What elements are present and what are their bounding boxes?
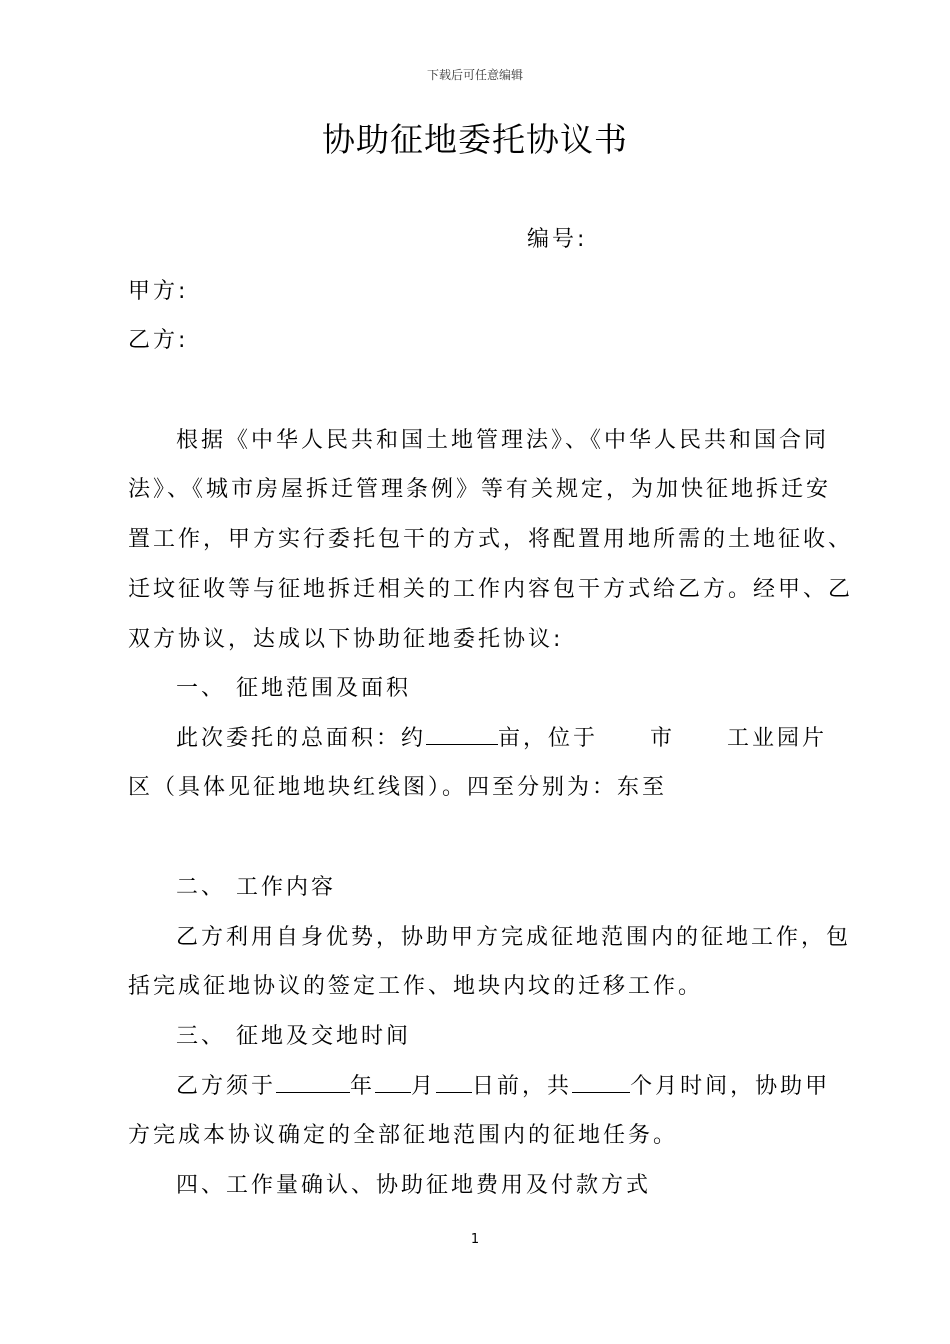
section-3-line-1 [176, 1069, 830, 1100]
section-3-heading: 三、 征地及交地时间 [176, 1024, 411, 1049]
section-2-line-2: 括完成征地协议的签定工作、地块内坟的迁移工作。 [128, 974, 704, 999]
month-blank [375, 1072, 411, 1093]
location-label: 亩，位于 [498, 726, 599, 751]
intro-line-3: 置工作，甲方实行委托包干的方式，将配置用地所需的土地征收、 [128, 527, 854, 552]
document-title: 协助征地委托协议书 [322, 120, 628, 159]
total-area-label: 此次委托的总面积：约 [176, 726, 427, 751]
year-label: 年 [350, 1074, 376, 1099]
page-number: 1 [470, 1232, 480, 1247]
city-label: 市 [650, 726, 676, 751]
party-a-label: 甲方: [128, 279, 189, 304]
intro-line-2: 法》、《城市房屋拆迁管理条例》等有关规定，为加快征地拆迁安 [128, 477, 832, 502]
section-1-line-1 [176, 721, 827, 752]
area-blank [426, 724, 498, 745]
intro-line-5: 双方协议，达成以下协助征地委托协议: [128, 627, 564, 652]
section-1-heading: 一、 征地范围及面积 [176, 676, 411, 701]
day-label: 日前，共 [472, 1074, 573, 1099]
intro-line-4: 迁坟征收等与征地拆迁相关的工作内容包干方式给乙方。经甲、乙 [128, 577, 854, 602]
section-2-line-1: 乙方利用自身优势，协助甲方完成征地范围内的征地工作，包 [176, 925, 852, 950]
year-blank [276, 1072, 350, 1093]
section-2-heading: 二、 工作内容 [176, 875, 336, 900]
months-label: 个月时间，协助甲 [630, 1074, 831, 1099]
section-4-heading: 四、工作量确认、协助征地费用及付款方式 [176, 1173, 652, 1198]
intro-line-1: 根据《中华人民共和国土地管理法》、《中华人民共和国合同 [176, 428, 830, 453]
section-3-line-2: 方完成本协议确定的全部征地范围内的征地任务。 [128, 1123, 679, 1148]
section-1-line-2: 区（具体见征地地块红线图）。四至分别为：东至 [128, 775, 668, 800]
industrial-park-label: 工业园片 [727, 726, 828, 751]
party-b-label: 乙方: [128, 328, 189, 353]
month-label: 月 [411, 1074, 437, 1099]
day-blank [436, 1072, 472, 1093]
months-blank [572, 1072, 630, 1093]
document-number-label: 编号: [527, 227, 588, 252]
deadline-label: 乙方须于 [176, 1074, 277, 1099]
page-header-note: 下载后可任意编辑 [426, 68, 523, 82]
